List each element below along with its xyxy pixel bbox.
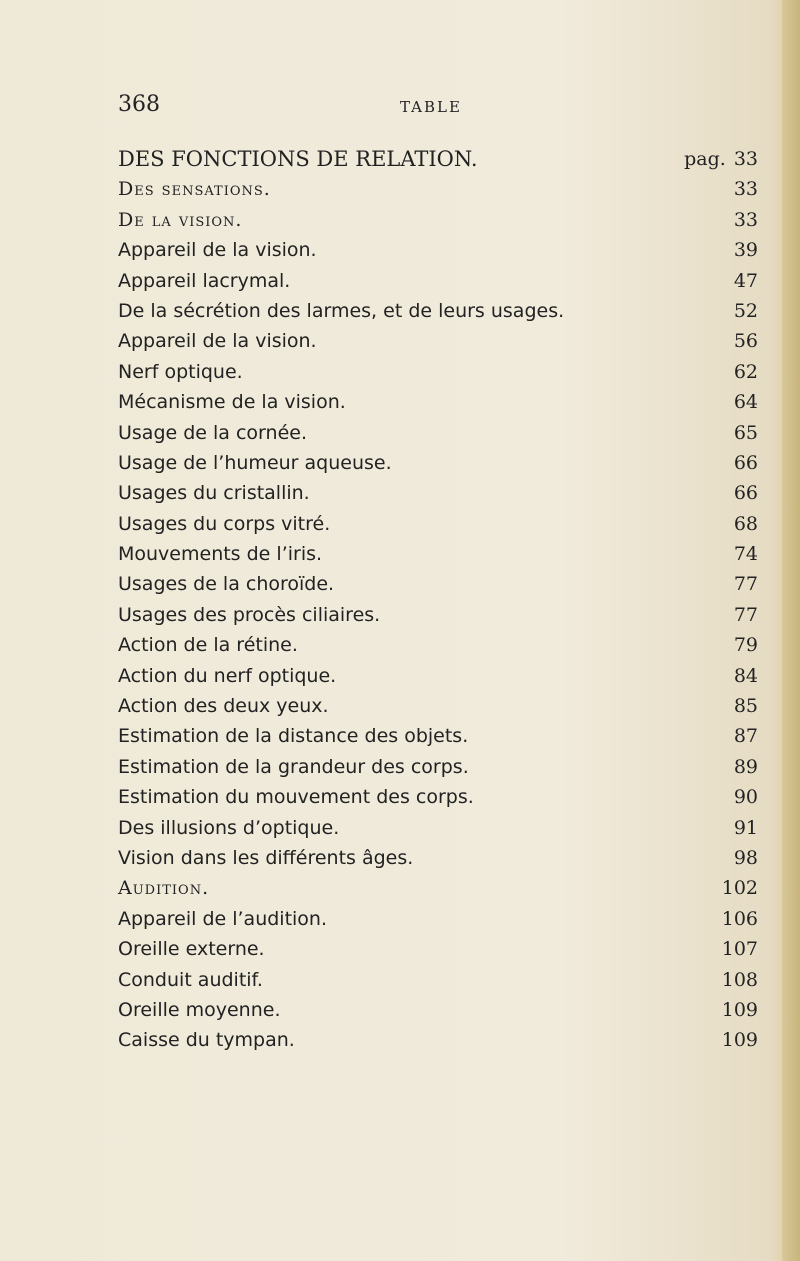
page-header [118,92,678,126]
toc-entry-page [668,509,758,539]
toc-entry [118,296,758,326]
toc-entry-page [668,904,758,934]
page-ref: 107 [721,938,758,961]
toc-entry [118,995,758,1025]
page-ref: 89 [733,755,758,778]
toc-entry-page [668,326,758,356]
toc-entry [118,661,758,691]
toc-entry-title: Des illusions d’optique. [118,816,340,839]
toc-entry-page [668,296,758,326]
toc-entry [118,904,758,934]
toc-entry-page [668,691,758,721]
toc-entry-title: Oreille moyenne. [118,998,281,1021]
toc-entry-page [668,843,758,873]
page-ref: 102 [721,877,758,900]
toc-entry-page [668,873,758,903]
page-ref: 68 [733,512,758,535]
toc-entry-page [668,934,758,964]
toc-entry [118,235,758,265]
toc-entry [118,965,758,995]
toc-entry-page [668,965,758,995]
page-ref: 106 [721,907,758,930]
toc-entry-title: Usages de la choroïde. [118,573,335,596]
toc-entry [118,600,758,630]
page-ref: 109 [721,998,758,1021]
toc-entry [118,205,758,235]
page-ref: 62 [733,360,758,383]
toc-entry-title: DES FONCTIONS DE RELATION. [118,147,478,171]
page-abbrev: pag. [684,148,726,170]
page-ref: 90 [733,786,758,809]
toc-entry-page [668,418,758,448]
toc-entry-page [668,448,758,478]
toc-entry-title: Usages du cristallin. [118,482,310,505]
toc-entry [118,782,758,812]
toc-entry-title: Appareil de la vision. [118,239,317,262]
toc-entry-page [668,721,758,751]
table-of-contents [118,144,758,1056]
toc-entry [118,691,758,721]
toc-entry-title: Audition. [118,877,210,900]
toc-entry [118,813,758,843]
page-ref: 64 [733,391,758,414]
toc-entry [118,721,758,751]
toc-entry-title: Estimation de la grandeur des corps. [118,755,469,778]
page-ref: 33 [733,208,758,231]
toc-entry [118,509,758,539]
toc-entry-title: Mécanisme de la vision. [118,391,346,414]
toc-entry-page [668,235,758,265]
page-ref: 77 [733,573,758,596]
page-ref: 91 [733,816,758,839]
toc-entry-title: Usages des procès ciliaires. [118,603,381,626]
toc-entry-title: Action de la rétine. [118,634,298,657]
page-ref: 33 [733,178,758,201]
toc-entry-page [668,144,758,174]
toc-entry [118,478,758,508]
toc-entry-page [668,205,758,235]
page-ref: 74 [733,543,758,566]
toc-entry-title: Estimation de la distance des objets. [118,725,469,748]
toc-entry-page [668,782,758,812]
page-ref: 85 [733,695,758,718]
toc-entry-page [668,661,758,691]
toc-entry [118,418,758,448]
toc-entry [118,630,758,660]
page-ref: 65 [733,421,758,444]
toc-entry [118,539,758,569]
toc-entry-title: Vision dans les différents âges. [118,846,414,869]
toc-entry-page [668,266,758,296]
toc-entry-page [668,600,758,630]
toc-entry-title: Action des deux yeux. [118,695,329,718]
page-ref: 56 [733,330,758,353]
page-edge [782,0,800,1261]
toc-entry-page [668,357,758,387]
page-ref: 47 [733,269,758,292]
toc-entry-title: Nerf optique. [118,360,243,383]
toc-entry-page [668,813,758,843]
toc-entry-title: Oreille externe. [118,938,265,961]
toc-entry-page [668,539,758,569]
toc-entry-page [668,752,758,782]
toc-entry-title: Appareil lacrymal. [118,269,291,292]
toc-entry-title: Usages du corps vitré. [118,512,331,535]
page-ref: 33 [733,148,758,170]
toc-entry [118,448,758,478]
toc-entry-page [668,995,758,1025]
toc-entry-title: Mouvements de l’iris. [118,543,323,566]
toc-entry [118,1025,758,1055]
toc-entry-title: Action du nerf optique. [118,664,337,687]
toc-entry-title: Conduit auditif. [118,968,263,991]
toc-entry-title: Usage de la cornée. [118,421,307,444]
toc-entry-title: Appareil de la vision. [118,330,317,353]
toc-entry [118,326,758,356]
toc-entry [118,934,758,964]
toc-entry-page [668,174,758,204]
toc-entry-title: Des sensations. [118,178,271,201]
page-ref: 108 [721,968,758,991]
toc-entry-page [668,1025,758,1055]
page-number: 368 [118,92,160,117]
toc-entry-title: De la sécrétion des larmes, et de leurs usages. [118,299,565,322]
page-ref: 98 [733,846,758,869]
toc-entry [118,843,758,873]
toc-entry-title: Usage de l’humeur aqueuse. [118,451,392,474]
page-ref: 84 [733,664,758,687]
toc-entry-title: Appareil de l’audition. [118,907,328,930]
toc-entry-title: De la vision. [118,208,243,231]
toc-entry [118,144,758,174]
toc-entry-title: Estimation du mouvement des corps. [118,786,474,809]
toc-entry [118,873,758,903]
page-ref: 66 [733,482,758,505]
page-ref: 79 [733,634,758,657]
running-title: TABLE [400,98,462,116]
toc-entry [118,387,758,417]
page-ref: 109 [721,1029,758,1052]
page-ref: 77 [733,603,758,626]
page-ref: 52 [733,299,758,322]
toc-entry [118,357,758,387]
toc-entry [118,174,758,204]
toc-entry-title: Caisse du tympan. [118,1029,295,1052]
page-ref: 87 [733,725,758,748]
toc-entry-page [668,478,758,508]
toc-entry [118,266,758,296]
toc-entry [118,569,758,599]
toc-entry [118,752,758,782]
toc-entry-page [668,630,758,660]
page-ref: 39 [733,239,758,262]
page-ref: 66 [733,451,758,474]
toc-entry-page [668,569,758,599]
toc-entry-page [668,387,758,417]
